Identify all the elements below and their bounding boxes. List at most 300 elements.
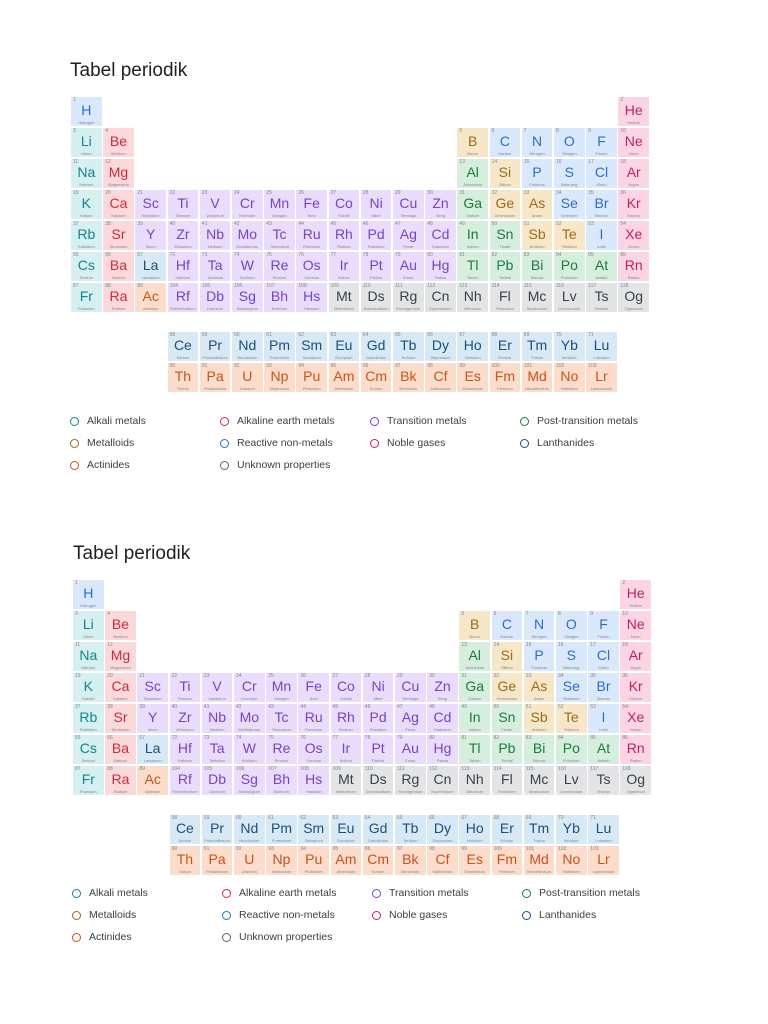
- element-cell-se[interactable]: [556, 673, 587, 702]
- element-name: Besi: [309, 696, 318, 702]
- element-symbol: Pm: [268, 337, 290, 353]
- atomic-number: 49: [461, 704, 467, 710]
- element-name: Seng: [435, 213, 446, 219]
- element-name: Barium: [112, 275, 125, 281]
- atomic-number: 22: [171, 673, 178, 679]
- element-cell-n[interactable]: [524, 611, 555, 640]
- element-cell-bk[interactable]: [395, 846, 426, 875]
- legend-item-alkaline[interactable]: [222, 887, 336, 899]
- legend-item-lanthanide[interactable]: [522, 909, 596, 921]
- element-symbol: Mn: [269, 195, 290, 211]
- element-cell-y[interactable]: [137, 704, 168, 733]
- legend-label: Actinides: [89, 931, 132, 943]
- element-symbol: Zn: [434, 678, 451, 694]
- element-cell-cu[interactable]: [395, 673, 426, 702]
- element-cell-v[interactable]: [202, 673, 233, 702]
- element-name: Lutesium: [593, 355, 610, 361]
- atomic-number: 28: [362, 190, 369, 196]
- element-cell-pa[interactable]: [202, 846, 233, 875]
- element-cell-nd[interactable]: [234, 815, 265, 844]
- element-name: Nobelium: [560, 386, 578, 392]
- atomic-number: 13: [461, 642, 467, 648]
- atomic-number: 17: [590, 642, 596, 648]
- element-cell-md[interactable]: [524, 846, 555, 875]
- element-symbol: Kr: [626, 195, 641, 211]
- element-symbol: Ag: [401, 709, 419, 725]
- element-cell-bi[interactable]: [524, 735, 555, 764]
- element-name: Paladium: [367, 244, 385, 250]
- legend-item-unknown[interactable]: [222, 931, 332, 943]
- atomic-number: 117: [588, 283, 597, 289]
- element-symbol: Sr: [111, 226, 126, 242]
- legend-label: Alkaline earth metals: [239, 887, 337, 899]
- element-name: Amerisium: [336, 869, 356, 875]
- element-cell-ti[interactable]: [170, 673, 201, 702]
- atomic-number: 35: [588, 190, 594, 196]
- element-cell-tl[interactable]: [459, 735, 490, 764]
- element-cell-og[interactable]: [620, 766, 651, 795]
- element-cell-zr[interactable]: [170, 704, 201, 733]
- element-name: Gadolinium: [367, 838, 389, 844]
- element-cell-f[interactable]: [588, 611, 619, 640]
- element-cell-li[interactable]: [73, 611, 104, 640]
- element-cell-k[interactable]: [73, 673, 104, 702]
- element-name: Kalsium: [113, 696, 128, 702]
- element-cell-dy[interactable]: [427, 815, 458, 844]
- element-cell-os[interactable]: [298, 735, 329, 764]
- atomic-number: 37: [73, 221, 79, 227]
- legend-item-alkali[interactable]: [72, 887, 148, 899]
- element-name: Bromin: [595, 213, 608, 219]
- element-cell-au[interactable]: [395, 735, 426, 764]
- element-name: Fluorin: [597, 634, 610, 640]
- element-cell-ce[interactable]: [170, 815, 201, 844]
- element-symbol: Cr: [239, 195, 255, 211]
- element-symbol: Ra: [109, 288, 128, 304]
- atomic-number: 22: [169, 190, 176, 196]
- element-cell-br[interactable]: [588, 673, 619, 702]
- element-symbol: Er: [497, 337, 512, 353]
- atomic-number: 72: [169, 252, 176, 258]
- element-name: Meitnerium: [335, 789, 356, 795]
- element-cell-am[interactable]: [331, 846, 362, 875]
- atomic-number: 75: [266, 252, 272, 258]
- element-symbol: Sn: [496, 226, 514, 242]
- atomic-number: 26: [300, 673, 306, 679]
- element-cell-zn[interactable]: [427, 673, 458, 702]
- element-name: Rutherfordium: [172, 789, 198, 795]
- element-symbol: V: [210, 195, 220, 211]
- atomic-number: 91: [201, 363, 208, 369]
- element-name: Berilium: [113, 634, 128, 640]
- element-cell-at[interactable]: [588, 735, 619, 764]
- element-cell-no[interactable]: [556, 846, 587, 875]
- element-symbol: In: [468, 709, 481, 725]
- element-name: Neodimium: [237, 355, 258, 361]
- element-name: Lawrensium: [592, 869, 615, 875]
- atomic-number: 51: [523, 221, 530, 227]
- element-cell-mt[interactable]: [331, 766, 362, 795]
- element-cell-sn[interactable]: [492, 704, 523, 733]
- element-cell-ba[interactable]: [105, 735, 136, 764]
- element-cell-mc[interactable]: [524, 766, 555, 795]
- atomic-number: 110: [364, 766, 373, 772]
- element-cell-mg[interactable]: [105, 642, 136, 671]
- atomic-number: 89: [137, 283, 143, 289]
- element-cell-ga[interactable]: [459, 673, 490, 702]
- element-cell-na[interactable]: [73, 642, 104, 671]
- legend-item-metalloid[interactable]: [72, 909, 136, 921]
- element-name: Hafnium: [175, 275, 191, 281]
- atomic-number: 46: [364, 704, 371, 710]
- element-cell-cs[interactable]: [73, 735, 104, 764]
- element-symbol: Xe: [625, 226, 643, 242]
- element-cell-co[interactable]: [331, 673, 362, 702]
- element-symbol: Ds: [367, 288, 385, 304]
- element-name: Oganeson: [624, 306, 643, 312]
- element-cell-ta[interactable]: [202, 735, 233, 764]
- atomic-number: 46: [362, 221, 369, 227]
- element-symbol: Fm: [494, 368, 515, 384]
- element-cell-rf[interactable]: [170, 766, 201, 795]
- element-symbol: Cn: [431, 288, 450, 304]
- legend-ring-icon: [222, 889, 231, 898]
- element-symbol: Hs: [305, 771, 323, 787]
- legend-item-transition[interactable]: [372, 887, 469, 899]
- element-name: Zirkonium: [176, 727, 194, 733]
- atomic-number: 66: [429, 815, 435, 821]
- element-cell-re[interactable]: [266, 735, 297, 764]
- legend-item-noble[interactable]: [372, 909, 447, 921]
- element-cell-as[interactable]: [524, 673, 555, 702]
- element-cell-mo[interactable]: [234, 704, 265, 733]
- element-symbol: Hf: [177, 740, 192, 756]
- element-symbol: Pr: [210, 820, 225, 836]
- element-cell-s[interactable]: [556, 642, 587, 671]
- legend-item-actinide[interactable]: [72, 931, 132, 943]
- element-cell-h[interactable]: [73, 580, 104, 609]
- element-cell-ni[interactable]: [363, 673, 394, 702]
- element-symbol: Pr: [208, 337, 223, 353]
- atomic-number: 113: [459, 283, 468, 289]
- element-symbol: Th: [176, 851, 194, 867]
- element-cell-kr[interactable]: [620, 673, 651, 702]
- element-cell-bh[interactable]: [266, 766, 297, 795]
- element-cell-hs[interactable]: [298, 766, 329, 795]
- element-symbol: Cf: [435, 851, 450, 867]
- element-cell-es[interactable]: [459, 846, 490, 875]
- legend-label: Reactive non-metals: [237, 437, 333, 449]
- element-cell-he[interactable]: [620, 580, 651, 609]
- element-symbol: Lu: [593, 337, 610, 353]
- legend-label: Metalloids: [87, 437, 135, 449]
- atomic-number: 87: [73, 283, 79, 289]
- element-cell-cd[interactable]: [427, 704, 458, 733]
- element-cell-mn[interactable]: [266, 673, 297, 702]
- element-symbol: Er: [499, 820, 514, 836]
- element-cell-ds[interactable]: [363, 766, 394, 795]
- legend-ring-icon: [72, 933, 81, 942]
- element-cell-db[interactable]: [202, 766, 233, 795]
- atomic-number: 31: [459, 190, 465, 196]
- element-name: Neptunium: [271, 869, 292, 875]
- atomic-number: 4: [107, 611, 110, 617]
- element-cell-ru[interactable]: [298, 704, 329, 733]
- element-symbol: Ti: [179, 678, 191, 694]
- element-symbol: Y: [148, 709, 158, 725]
- element-cell-fm[interactable]: [492, 846, 523, 875]
- element-name: Prometium: [271, 838, 292, 844]
- element-cell-ca[interactable]: [105, 673, 136, 702]
- element-symbol: Lr: [597, 851, 610, 867]
- element-cell-ho[interactable]: [459, 815, 490, 844]
- element-cell-o[interactable]: [556, 611, 587, 640]
- element-cell-cr[interactable]: [234, 673, 265, 702]
- atomic-number: 102: [556, 363, 565, 369]
- element-cell-tb[interactable]: [395, 815, 426, 844]
- element-name: Iterbium: [562, 355, 577, 361]
- element-symbol: Ag: [399, 226, 417, 242]
- element-symbol: Ar: [628, 647, 643, 663]
- element-name: Rodium: [338, 727, 353, 733]
- element-cell-c[interactable]: [492, 611, 523, 640]
- element-symbol: Tm: [526, 337, 548, 353]
- element-cell-ra[interactable]: [105, 766, 136, 795]
- element-cell-i[interactable]: [588, 704, 619, 733]
- element-cell-cm[interactable]: [363, 846, 394, 875]
- element-name: Darmstadtium: [365, 789, 391, 795]
- element-symbol: Am: [335, 851, 357, 867]
- element-cell-ir[interactable]: [331, 735, 362, 764]
- element-symbol: Ir: [339, 257, 349, 273]
- element-symbol: Ac: [142, 288, 159, 304]
- element-symbol: P: [532, 164, 542, 180]
- atomic-number: 48: [427, 221, 433, 227]
- element-cell-er[interactable]: [492, 815, 523, 844]
- legend-item-nonmetal[interactable]: [222, 909, 335, 921]
- element-name: Serium: [178, 838, 192, 844]
- element-symbol: Es: [464, 368, 481, 384]
- element-cell-al[interactable]: [459, 642, 490, 671]
- element-symbol: Cr: [241, 678, 257, 694]
- element-cell-ar[interactable]: [620, 642, 651, 671]
- element-cell-in[interactable]: [459, 704, 490, 733]
- element-symbol: Tb: [400, 337, 417, 353]
- element-cell-cf[interactable]: [427, 846, 458, 875]
- element-cell-pt[interactable]: [363, 735, 394, 764]
- element-cell-hf[interactable]: [170, 735, 201, 764]
- element-symbol: Gd: [368, 820, 388, 836]
- element-symbol: Ce: [175, 820, 194, 836]
- element-cell-fl[interactable]: [492, 766, 523, 795]
- element-cell-sc[interactable]: [137, 673, 168, 702]
- element-symbol: Rn: [626, 740, 645, 756]
- element-name: Prometium: [269, 355, 290, 361]
- atomic-number: 63: [330, 332, 337, 338]
- element-name: Wolfram: [241, 758, 257, 764]
- element-cell-nb[interactable]: [202, 704, 233, 733]
- element-cell-np[interactable]: [266, 846, 297, 875]
- element-cell-sb[interactable]: [524, 704, 555, 733]
- element-cell-ts[interactable]: [588, 766, 619, 795]
- element-symbol: Ge: [497, 678, 517, 694]
- element-cell-pd[interactable]: [363, 704, 394, 733]
- atomic-number: 12: [105, 159, 111, 165]
- element-symbol: Bk: [400, 368, 417, 384]
- element-symbol: Bh: [270, 288, 289, 304]
- atomic-number: 107: [266, 283, 275, 289]
- element-cell-cl[interactable]: [588, 642, 619, 671]
- element-symbol: Lu: [595, 820, 612, 836]
- element-name: Uranium: [239, 386, 255, 392]
- element-name: Platina: [369, 275, 383, 281]
- element-cell-sr[interactable]: [105, 704, 136, 733]
- element-symbol: Am: [333, 368, 355, 384]
- element-symbol: Ge: [495, 195, 515, 211]
- atomic-number: 20: [107, 673, 113, 679]
- element-cell-th[interactable]: [170, 846, 201, 875]
- atomic-number: 71: [588, 332, 594, 338]
- legend-label: Actinides: [87, 459, 130, 471]
- element-cell-lv[interactable]: [556, 766, 587, 795]
- element-cell-tc[interactable]: [266, 704, 297, 733]
- element-cell-yb[interactable]: [556, 815, 587, 844]
- element-cell-fr[interactable]: [73, 766, 104, 795]
- element-cell-be[interactable]: [105, 611, 136, 640]
- element-cell-ge[interactable]: [492, 673, 523, 702]
- element-cell-rn[interactable]: [620, 735, 651, 764]
- element-symbol: C: [501, 616, 512, 632]
- element-cell-xe[interactable]: [620, 704, 651, 733]
- element-name: Livermorium: [560, 789, 583, 795]
- element-cell-b[interactable]: [459, 611, 490, 640]
- element-symbol: Pm: [270, 820, 292, 836]
- element-cell-po[interactable]: [556, 735, 587, 764]
- element-cell-lr[interactable]: [588, 846, 619, 875]
- atomic-number: 55: [73, 252, 79, 258]
- atomic-number: 34: [558, 673, 564, 679]
- element-symbol: Sm: [301, 337, 323, 353]
- element-name: Kurium: [369, 386, 383, 392]
- element-symbol: Mg: [110, 647, 131, 663]
- element-symbol: O: [565, 616, 577, 632]
- element-cell-si[interactable]: [492, 642, 523, 671]
- element-cell-sm[interactable]: [298, 815, 329, 844]
- atomic-number: 15: [523, 159, 530, 165]
- element-cell-pm[interactable]: [266, 815, 297, 844]
- element-name: Holmium: [464, 355, 481, 361]
- atomic-number: 52: [556, 221, 562, 227]
- element-name: Fransium: [77, 306, 95, 312]
- atomic-number: 111: [395, 283, 403, 289]
- atomic-number: 37: [75, 704, 81, 710]
- element-cell-rb[interactable]: [73, 704, 104, 733]
- element-cell-lu[interactable]: [588, 815, 619, 844]
- element-symbol: Ar: [626, 164, 641, 180]
- legend-label: Alkali metals: [89, 887, 148, 899]
- page-title: Tabel periodik: [70, 60, 188, 81]
- element-symbol: Es: [466, 851, 483, 867]
- atomic-number: 56: [105, 252, 111, 258]
- element-symbol: Tc: [272, 226, 287, 242]
- element-name: Litium: [80, 151, 92, 157]
- atomic-number: 51: [525, 704, 532, 710]
- element-cell-fe[interactable]: [298, 673, 329, 702]
- element-symbol: Ho: [465, 820, 484, 836]
- element-symbol: Pd: [367, 226, 385, 242]
- element-cell-cn[interactable]: [427, 766, 458, 795]
- element-name: Emas: [405, 758, 416, 764]
- element-symbol: Pa: [206, 368, 224, 384]
- atomic-number: 97: [395, 363, 401, 369]
- element-cell-ag[interactable]: [395, 704, 426, 733]
- element-symbol: Rf: [177, 771, 192, 787]
- element-symbol: Sg: [240, 771, 258, 787]
- element-cell-tm[interactable]: [524, 815, 555, 844]
- element-symbol: Rg: [399, 288, 418, 304]
- atomic-number: 116: [556, 283, 564, 289]
- element-cell-pb[interactable]: [492, 735, 523, 764]
- atomic-number: 100: [491, 363, 500, 369]
- element-symbol: Gd: [366, 337, 386, 353]
- atomic-number: 21: [139, 673, 145, 679]
- element-symbol: P: [534, 647, 544, 663]
- element-name: Titanium: [177, 696, 193, 702]
- element-cell-rg[interactable]: [395, 766, 426, 795]
- element-cell-ne[interactable]: [620, 611, 651, 640]
- element-cell-nh[interactable]: [459, 766, 490, 795]
- element-symbol: La: [142, 257, 159, 273]
- atomic-number: 7: [525, 611, 529, 617]
- element-symbol: Cl: [594, 164, 609, 180]
- legend-item-post[interactable]: [522, 887, 640, 899]
- atomic-number: 57: [137, 252, 143, 258]
- element-cell-u[interactable]: [234, 846, 265, 875]
- element-name: Nobelium: [562, 869, 580, 875]
- element-cell-pr[interactable]: [202, 815, 233, 844]
- element-symbol: Mt: [338, 771, 354, 787]
- legend-label: Metalloids: [89, 909, 137, 921]
- atomic-number: 30: [429, 673, 435, 679]
- atomic-number: 86: [620, 252, 626, 258]
- atomic-number: 108: [300, 766, 309, 772]
- element-cell-la[interactable]: [137, 735, 168, 764]
- element-cell-gd[interactable]: [363, 815, 394, 844]
- element-cell-ac[interactable]: [137, 766, 168, 795]
- element-cell-w[interactable]: [234, 735, 265, 764]
- element-symbol: Y: [146, 226, 156, 242]
- atomic-number: 45: [330, 221, 337, 227]
- atomic-number: 79: [395, 252, 401, 258]
- element-cell-p[interactable]: [524, 642, 555, 671]
- atomic-number: 93: [266, 363, 272, 369]
- element-cell-hg[interactable]: [427, 735, 458, 764]
- atomic-number: 6: [491, 128, 495, 134]
- element-cell-rh[interactable]: [331, 704, 362, 733]
- element-cell-te[interactable]: [556, 704, 587, 733]
- element-cell-pu[interactable]: [298, 846, 329, 875]
- legend-ring-icon: [372, 889, 381, 898]
- element-cell-sg[interactable]: [234, 766, 265, 795]
- element-cell-eu[interactable]: [331, 815, 362, 844]
- atomic-number: 103: [588, 363, 597, 369]
- element-name: Renium: [274, 758, 289, 764]
- atomic-number: 80: [429, 735, 435, 741]
- atomic-number: 24: [236, 673, 242, 679]
- element-name: Kripton: [627, 213, 641, 219]
- element-name: Niobium: [209, 727, 225, 733]
- atomic-number: 32: [491, 190, 498, 196]
